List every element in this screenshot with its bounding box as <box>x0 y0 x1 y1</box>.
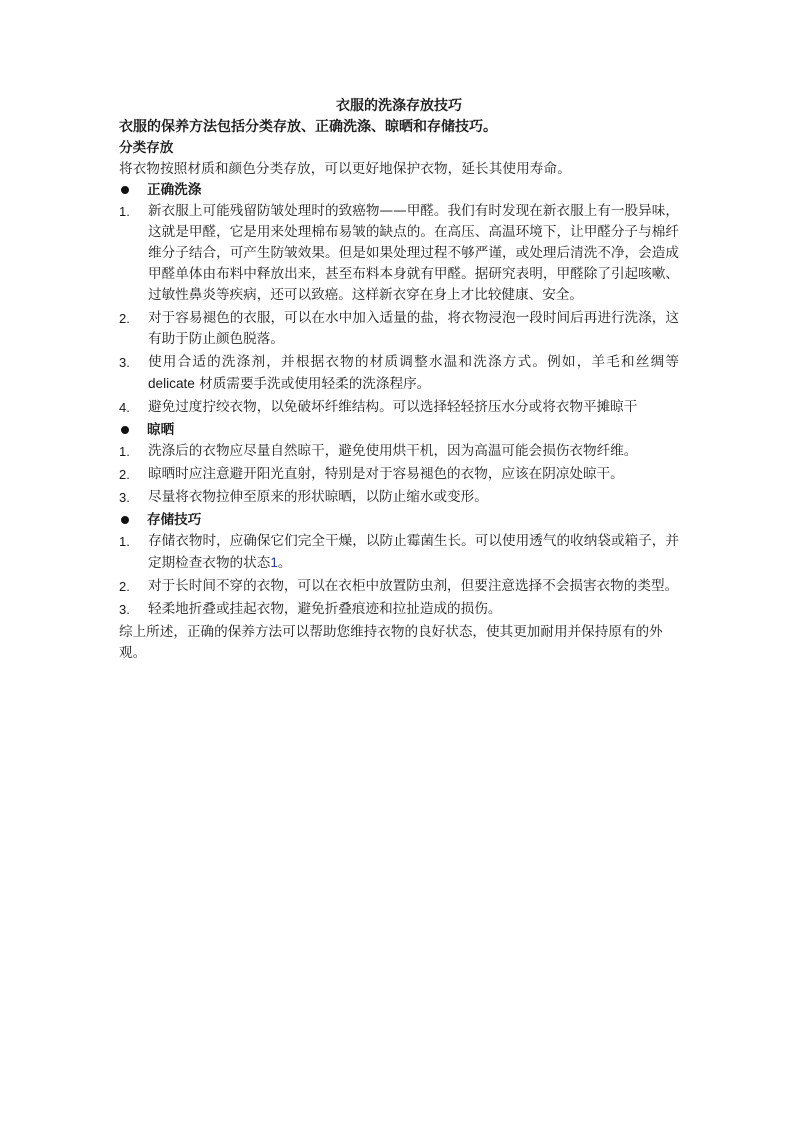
list-item <box>119 352 679 395</box>
list-item-text: 对于长时间不穿的衣物，可以在衣柜中放置防虫剂，但要注意选择不会损害衣物的类型。 <box>148 578 679 594</box>
bullet-icon <box>121 186 129 194</box>
numbered-list <box>119 201 679 418</box>
document-page <box>119 96 679 664</box>
list-item-text: 对于容易褪色的衣服，可以在水中加入适量的盐，将衣物浸泡一段时间后再进行洗涤，这有助于防止颜色脱落。 <box>148 310 679 347</box>
list-item-number: 3. <box>119 490 130 505</box>
list-item-number: 3. <box>119 355 130 370</box>
list-item-text-tail: 。 <box>277 555 292 571</box>
list-item <box>119 464 679 485</box>
list-item <box>119 308 679 350</box>
section-storage <box>119 510 679 620</box>
list-item <box>119 576 679 597</box>
bullet-icon <box>121 516 129 524</box>
list-item <box>119 599 679 620</box>
list-item-text: 晾晒时应注意避开阳光直射，特别是对于容易褪色的衣物，应该在阴凉处晾干。 <box>148 466 624 482</box>
numbered-list <box>119 531 679 620</box>
list-item <box>119 441 679 462</box>
list-item-number: 1. <box>119 204 130 219</box>
list-item-text: 洗涤后的衣物应尽量自然晾干，避免使用烘干机，因为高温可能会损伤衣物纤维。 <box>148 443 638 459</box>
list-item-latin-word: delicate <box>148 376 195 391</box>
list-item-number: 1. <box>119 444 130 459</box>
section-heading-label: 晾晒 <box>147 422 175 438</box>
list-item <box>119 487 679 508</box>
reference-marker[interactable]: 1 <box>270 555 278 570</box>
category-heading: 分类存放 <box>119 140 174 156</box>
document-conclusion: 综上所述，正确的保养方法可以帮助您维持衣物的良好状态，使其更加耐用并保持原有的外观。 <box>119 624 663 661</box>
list-item <box>119 397 679 418</box>
list-item-text: 尽量将衣物拉伸至原来的形状晾晒，以防止缩水或变形。 <box>148 489 488 505</box>
list-item-text: 避免过度拧绞衣物，以免破坏纤维结构。可以选择轻轻挤压水分或将衣物平摊晾干 <box>148 399 638 415</box>
section-heading <box>119 180 679 201</box>
list-item-number: 3. <box>119 602 130 617</box>
section-heading <box>119 420 679 441</box>
section-heading <box>119 510 679 531</box>
document-title: 衣服的洗涤存放技巧 <box>336 98 462 114</box>
category-text: 将衣物按照材质和颜色分类存放，可以更好地保护衣物，延长其使用寿命。 <box>119 161 571 177</box>
list-item-number: 1. <box>119 534 130 549</box>
list-item-text: 使用合适的洗涤剂，并根据衣物的材质调整水温和洗涤方式。例如，羊毛和丝绸等 <box>148 354 679 370</box>
list-item-number: 2. <box>119 579 130 594</box>
numbered-list <box>119 441 679 508</box>
list-item-number: 2. <box>119 311 130 326</box>
list-item <box>119 531 679 574</box>
section-drying <box>119 420 679 508</box>
list-item-number: 4. <box>119 400 130 415</box>
list-item-number: 2. <box>119 467 130 482</box>
list-item <box>119 201 679 306</box>
bullet-icon <box>121 426 129 434</box>
section-heading-label: 存储技巧 <box>147 512 202 528</box>
list-item-text: 新衣服上可能残留防皱处理时的致癌物——甲醛。我们有时发现在新衣服上有一股异味，这就是甲醛，它是用来处理棉布易皱的缺点的。在高压、高温环境下，让甲醛分子与棉纤维分子结合，可产生防皱效果。但是如果处理过程不够严谨，或处理后清洗不净，会造成甲醛单体由布料中释放出来，甚至布料本身就有甲醛。据研究表明，甲醛除了引起咳嗽、过敏性鼻炎等疾病，还可以致癌。这样新衣穿在身上才比较健康、安全。 <box>148 203 679 303</box>
list-item-text: 轻柔地折叠或挂起衣物，避免折叠痕迹和拉扯造成的损伤。 <box>148 601 502 617</box>
section-heading-label: 正确洗涤 <box>147 182 202 198</box>
list-item-text-tail: 材质需要手洗或使用轻柔的洗涤程序。 <box>194 376 431 392</box>
section-washing <box>119 180 679 418</box>
list-item-text: 存储衣物时，应确保它们完全干燥，以防止霉菌生长。可以使用透气的收纳袋或箱子，并定期检查衣物的状态 <box>148 533 679 571</box>
document-intro: 衣服的保养方法包括分类存放、正确洗涤、晾晒和存储技巧。 <box>119 119 497 135</box>
